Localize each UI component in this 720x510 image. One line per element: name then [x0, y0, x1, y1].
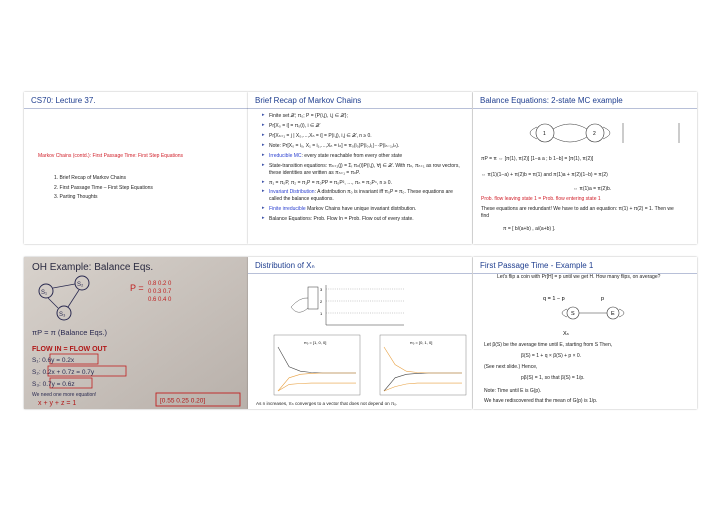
invariant-def: A distribution π₀ is invariant iff π₀P = π₀. These equations are called the balance equations. [269, 189, 453, 203]
photo-flow: FLOW IN = FLOW OUT [32, 346, 107, 353]
two-state-diagram [473, 109, 697, 159]
passage-eq: β(S) = 1 + q × β(S) + p × 0. [521, 353, 582, 359]
slide-title: First Passage Time - Example 1 [480, 261, 594, 270]
outline-item: 2. First Passage Time – First Step Equations [54, 184, 153, 191]
q-label: q = 1 − p [543, 296, 565, 302]
irreducible-def: : every state reachable from every other state [301, 152, 403, 159]
balance-equation-2: ⇔ π(1)(1−a) + π(2)b = π(1) and π(1)a + π(2)(1−b) = π(2) [481, 172, 608, 178]
outline-list [54, 175, 153, 201]
balance-equation-3: ⇔ π(1)a = π(2)b. [573, 186, 612, 192]
slide-title: CS70: Lecture 37. [31, 96, 96, 105]
bullet: ▸ State-transition equations: πₙ₊₁(j) = Σᵢ πₙ(i)P(i,j), ∀j ∈ 𝒳. With πₙ, πₙ₊₁ as row vectors, these identities are written as πₙ₊₁ = πₙP. [262, 163, 464, 176]
plot-label: π₀ = [0, 1, 0] [410, 340, 433, 345]
term-irreducible: Irreducible MC [269, 152, 302, 159]
distribution-slide[interactable] [248, 257, 472, 409]
title-rule [248, 273, 472, 274]
plot-curve [384, 347, 462, 373]
node-label: 3 [320, 287, 323, 292]
chain-diagram [286, 277, 406, 327]
passage-note: Note: Time until E is G(p). [484, 388, 542, 394]
plot-curve [384, 373, 462, 391]
photo-sum: x + y + z = 1 [38, 400, 77, 407]
passage-def: Let β(S) be the average time until E, starting from S Then, [484, 342, 613, 348]
bullet: ▸ Finite set 𝒳; π₀; P = {P(i,j), i,j ∈ 𝒳}; [262, 113, 464, 120]
svg-text:1: 1 [543, 131, 546, 137]
photo-answer: [0.55 0.25 0.20] [160, 397, 206, 405]
slide-title: Brief Recap of Markov Chains [255, 96, 362, 105]
plot-curve [278, 347, 356, 373]
title-rule [248, 108, 472, 109]
lecture-subtitle: Markov Chains (contd.): First Passage Time: First Step Equations [38, 153, 184, 159]
lecture-title-slide[interactable] [24, 92, 248, 244]
bullet [262, 206, 464, 213]
node-label: 1 [320, 311, 323, 316]
term-finite-irreducible: Finite irreducible [269, 206, 306, 213]
node-label: 2 [320, 299, 323, 304]
state-e: E [611, 311, 615, 317]
outline-item: 1. Brief Recap of Markov Chains [54, 175, 126, 181]
photo-matrix-row: 0.6 0.4 0 [148, 297, 172, 303]
title-rule [24, 108, 248, 109]
photo-equation: πP = π (Balance Eqs.) [32, 328, 108, 337]
balance-2state-slide[interactable] [473, 92, 697, 244]
slide-title: Balance Equations: 2-state MC example [480, 96, 623, 105]
term-invariant: Invariant Distribution [269, 189, 315, 196]
passage-final: We have rediscovered that the mean of G(p) is 1/p. [484, 398, 598, 404]
plot-curve [384, 383, 462, 391]
whiteboard-photo [24, 257, 248, 409]
photo-title: OH Example: Balance Eqs. [32, 262, 154, 273]
plot-curve [278, 373, 356, 391]
bullet: ▸ Invariant Distribution: A distribution π₀ is invariant iff π₀P = π₀. These equations are called the balance equations. [262, 189, 464, 202]
bullet: ▸ π₁ = π₀P, π₂ = π₁P = π₀PP = π₀P², …, πₙ = π₀Pⁿ, n ≥ 0. [262, 180, 464, 187]
state-s: S [571, 311, 575, 317]
distribution-plots [248, 333, 472, 397]
plot-label: π₀ = [1, 0, 0] [304, 340, 327, 345]
passage-eq2: pβ(S) = 1, so that β(S) = 1/p. [521, 375, 585, 381]
slide-title: Distribution of Xₙ [255, 261, 315, 270]
redundant-note: These equations are redundant! We have to add an equation: π(1) + π(2) = 1. Then we find [481, 206, 674, 219]
p-label: p [601, 296, 605, 302]
bullet: ▸ Note: Pr[X₀ = i₀, X₁ = i₁,…,Xₙ = iₙ] = π₀(i₀)P(i₀,i₁)···P(iₙ₋₁,iₙ). [262, 143, 464, 150]
photo-state-3: S₃ [59, 312, 66, 318]
photo-matrix-row: 0 0.3 0.7 [148, 289, 172, 295]
distribution-caption: As n increases, πₙ converges to a vector that does not depend on π₀. [256, 401, 398, 406]
photo-state-1: S₁ [41, 290, 48, 296]
bullet: ▸ Pr[X₀ = i] = π₀(i), i ∈ 𝒳 [262, 123, 464, 130]
photo-row: S₁: 0.6y = 0.2x [32, 357, 75, 364]
coin-diagram [473, 291, 697, 345]
passage-see: (See next slide.) Hence, [484, 364, 538, 370]
whiteboard-photo-slide[interactable] [24, 257, 248, 409]
recap-bullets [262, 113, 464, 226]
balance-equation-1: πP = π ⇔ [π(1), π(2)] [1−a a ; b 1−b] = [π(1), π(2)] [481, 156, 594, 162]
first-passage-slide[interactable] [473, 257, 697, 409]
xn-label: Xₙ [563, 331, 569, 337]
plot-curve [278, 383, 356, 391]
solution: π = [ b/(a+b) , a/(a+b) ]. [503, 226, 556, 232]
svg-text:2: 2 [593, 131, 596, 137]
flow-statement: Prob. flow leaving state 1 = Prob. flow entering state 1 [481, 196, 601, 202]
photo-row: S₃: 0.7y = 0.6z [32, 381, 75, 388]
photo-matrix-row: 0.8 0.2 0 [148, 281, 172, 287]
bullet: ▸ Pr[Xₙ₊₁ = j | X₀,…,Xₙ = i] = P(i,j), i,j ∈ 𝒳, n ≥ 0. [262, 133, 464, 140]
unique-text: Markov Chains have unique invariant distribution. [307, 206, 417, 213]
svg-text:P =: P = [130, 283, 144, 293]
bullet: ▸ Balance Equations: Prob. Flow In = Prob. Flow out of every state. [262, 216, 464, 223]
photo-state-2: S₂ [77, 282, 84, 288]
photo-row: S₂: 0.2x + 0.7z = 0.7y [32, 369, 95, 376]
passage-intro: Let's flip a coin with Pr[H] = p until we get H. How many flips, on average? [497, 274, 661, 280]
photo-note: We need one more equation! [32, 392, 97, 398]
bullet [262, 153, 464, 160]
outline-item: 3. Parting Thoughts [54, 194, 98, 201]
recap-slide[interactable] [248, 92, 472, 244]
